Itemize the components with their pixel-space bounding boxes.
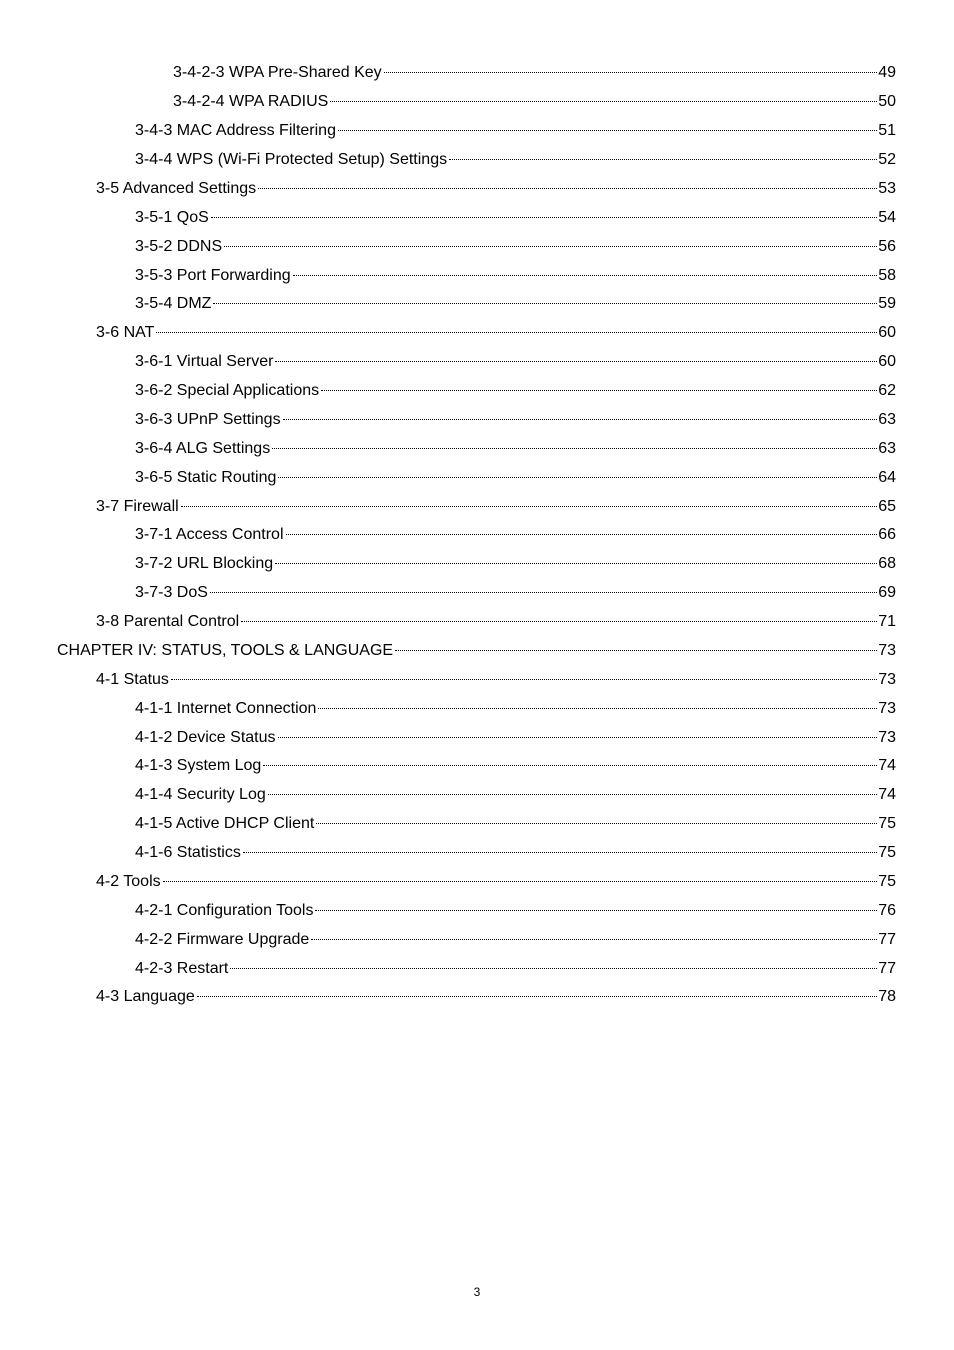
toc-entry-title: 4-2-1 Configuration Tools <box>135 901 314 919</box>
toc-entry[interactable] <box>0 752 954 781</box>
dot-leader <box>268 794 877 795</box>
toc-entry[interactable] <box>0 88 954 117</box>
toc-entry[interactable] <box>0 463 954 492</box>
dot-leader <box>338 130 877 131</box>
toc-entry-title: 3-7-2 URL Blocking <box>135 555 274 573</box>
toc-entry[interactable] <box>0 406 954 435</box>
toc-entry[interactable] <box>0 146 954 175</box>
toc-entry-title: 3-6-1 Virtual Server <box>135 353 274 371</box>
toc-entry-title: 4-2-3 Restart <box>135 959 229 977</box>
toc-entry[interactable] <box>0 954 954 983</box>
toc-entry-line <box>135 756 954 776</box>
toc-entry-title: 3-4-2-3 WPA Pre-Shared Key <box>173 64 382 82</box>
toc-entry-line <box>135 843 954 863</box>
toc-entry[interactable] <box>0 608 954 637</box>
toc-entry-title: 3-6 NAT <box>96 324 155 342</box>
toc-entry-title: 4-1-6 Statistics <box>135 844 241 862</box>
toc-entry-line <box>135 410 954 430</box>
toc-entry-page-number: 59 <box>878 295 896 313</box>
toc-entry[interactable] <box>0 434 954 463</box>
toc-entry-title: 3-8 Parental Control <box>96 613 240 631</box>
toc-entry[interactable] <box>0 579 954 608</box>
dot-leader <box>321 390 877 391</box>
toc-entry-title: 4-3 Language <box>96 988 195 1006</box>
toc-entry[interactable] <box>0 665 954 694</box>
toc-entry[interactable] <box>0 492 954 521</box>
dot-leader <box>311 939 877 940</box>
toc-entry-title: 4-1-4 Security Log <box>135 786 266 804</box>
dot-leader <box>384 72 878 73</box>
dot-leader <box>197 996 877 997</box>
toc-entry-title: 4-1-5 Active DHCP Client <box>135 815 315 833</box>
dot-leader <box>318 708 877 709</box>
toc-entry-page-number: 73 <box>878 728 896 746</box>
toc-entry-title: 3-5 Advanced Settings <box>96 179 257 197</box>
toc-entry-line <box>135 468 954 488</box>
toc-entry-page-number: 74 <box>878 786 896 804</box>
toc-entry-title: 3-5-4 DMZ <box>135 295 212 313</box>
dot-leader <box>163 881 878 882</box>
dot-leader <box>395 650 877 651</box>
toc-entry-page-number: 75 <box>878 872 896 890</box>
toc-entry-title: 3-4-3 MAC Address Filtering <box>135 122 336 140</box>
toc-entry-line <box>135 294 954 314</box>
toc-entry-line <box>135 121 954 141</box>
dot-leader <box>224 246 877 247</box>
toc-entry-line <box>135 381 954 401</box>
toc-entry-line <box>57 641 954 661</box>
toc-entry[interactable] <box>0 925 954 954</box>
toc-entry-page-number: 73 <box>878 670 896 688</box>
dot-leader <box>275 563 877 564</box>
toc-entry-page-number: 60 <box>878 324 896 342</box>
toc-entry[interactable] <box>0 694 954 723</box>
dot-leader <box>278 737 878 738</box>
dot-leader <box>286 534 878 535</box>
toc-entry-title: 4-2-2 Firmware Upgrade <box>135 930 310 948</box>
toc-entry[interactable] <box>0 868 954 897</box>
toc-entry-title: 4-2 Tools <box>96 872 161 890</box>
toc-entry[interactable] <box>0 839 954 868</box>
toc-entry-page-number: 75 <box>878 844 896 862</box>
toc-entry-title: 4-1-1 Internet Connection <box>135 699 317 717</box>
dot-leader <box>213 303 877 304</box>
toc-entry[interactable] <box>0 319 954 348</box>
toc-entry[interactable] <box>0 203 954 232</box>
toc-entry-line <box>135 583 954 603</box>
dot-leader <box>210 592 877 593</box>
toc-entry-line <box>173 63 954 83</box>
toc-entry-page-number: 51 <box>878 122 896 140</box>
toc-entry-title: 3-7-3 DoS <box>135 584 208 602</box>
toc-entry-line <box>135 266 954 286</box>
toc-entry-line <box>135 208 954 228</box>
toc-entry-title: 3-5-1 QoS <box>135 208 209 226</box>
toc-entry-title: CHAPTER IV: STATUS, TOOLS & LANGUAGE <box>57 641 394 659</box>
toc-entry[interactable] <box>0 290 954 319</box>
toc-entry-line <box>135 785 954 805</box>
toc-entry-line <box>135 554 954 574</box>
dot-leader <box>272 448 877 449</box>
dot-leader <box>181 506 878 507</box>
toc-entry[interactable] <box>0 175 954 204</box>
toc-entry[interactable] <box>0 377 954 406</box>
toc-entry-page-number: 63 <box>878 439 896 457</box>
toc-entry-page-number: 73 <box>878 699 896 717</box>
toc-entry-title: 3-6-5 Static Routing <box>135 468 277 486</box>
toc-entry-line <box>96 987 954 1007</box>
toc-entry[interactable] <box>0 781 954 810</box>
toc-entry-line <box>96 872 954 892</box>
toc-entry-title: 3-7 Firewall <box>96 497 179 515</box>
toc-entry[interactable] <box>0 637 954 666</box>
toc-entry-line <box>135 959 954 979</box>
toc-entry[interactable] <box>0 232 954 261</box>
toc-entry[interactable] <box>0 550 954 579</box>
toc-entry-page-number: 58 <box>878 266 896 284</box>
toc-entry-title: 3-5-2 DDNS <box>135 237 223 255</box>
toc-entry-line <box>96 179 954 199</box>
toc-entry-line <box>135 901 954 921</box>
toc-entry-title: 4-1-3 System Log <box>135 757 262 775</box>
page-number: 3 <box>473 1285 481 1299</box>
dot-leader <box>283 419 878 420</box>
toc-entry-title: 3-6-3 UPnP Settings <box>135 410 281 428</box>
toc-entry[interactable] <box>0 59 954 88</box>
dot-leader <box>449 159 877 160</box>
toc-entry-page-number: 49 <box>878 64 896 82</box>
toc-entry-title: 3-4-4 WPS (Wi-Fi Protected Setup) Settings <box>135 151 448 169</box>
toc-entry-line <box>96 497 954 517</box>
toc-entry-line <box>96 323 954 343</box>
toc-entry-page-number: 66 <box>878 526 896 544</box>
toc-entry[interactable] <box>0 983 954 1012</box>
table-of-contents <box>0 59 954 1012</box>
toc-entry[interactable] <box>0 261 954 290</box>
toc-entry-page-number: 78 <box>878 988 896 1006</box>
toc-entry-line <box>135 814 954 834</box>
toc-entry[interactable] <box>0 348 954 377</box>
toc-entry-line <box>135 439 954 459</box>
toc-entry-page-number: 50 <box>878 93 896 111</box>
toc-entry-page-number: 53 <box>878 179 896 197</box>
toc-entry-page-number: 77 <box>878 959 896 977</box>
toc-entry-line <box>135 352 954 372</box>
toc-entry[interactable] <box>0 521 954 550</box>
toc-entry-title: 3-7-1 Access Control <box>135 526 284 544</box>
toc-entry-page-number: 75 <box>878 815 896 833</box>
toc-entry-page-number: 71 <box>878 613 896 631</box>
dot-leader <box>241 621 877 622</box>
dot-leader <box>275 361 877 362</box>
toc-entry-page-number: 52 <box>878 151 896 169</box>
toc-entry-title: 4-1 Status <box>96 670 169 688</box>
toc-entry-line <box>135 930 954 950</box>
dot-leader <box>293 275 878 276</box>
dot-leader <box>330 101 877 102</box>
toc-entry-line <box>173 92 954 112</box>
toc-entry-page-number: 63 <box>878 410 896 428</box>
toc-entry-line <box>135 525 954 545</box>
toc-entry-page-number: 65 <box>878 497 896 515</box>
dot-leader <box>156 332 877 333</box>
toc-entry-line <box>135 150 954 170</box>
toc-entry-line <box>96 670 954 690</box>
toc-entry-page-number: 62 <box>878 382 896 400</box>
toc-entry-page-number: 73 <box>878 641 896 659</box>
toc-entry-line <box>135 237 954 257</box>
toc-entry-page-number: 60 <box>878 353 896 371</box>
toc-entry-page-number: 77 <box>878 930 896 948</box>
dot-leader <box>211 217 877 218</box>
toc-entry-page-number: 64 <box>878 468 896 486</box>
toc-entry-page-number: 76 <box>878 901 896 919</box>
toc-entry-page-number: 68 <box>878 555 896 573</box>
dot-leader <box>258 188 877 189</box>
toc-entry-page-number: 69 <box>878 584 896 602</box>
toc-entry[interactable] <box>0 723 954 752</box>
dot-leader <box>263 765 877 766</box>
toc-entry-title: 3-6-2 Special Applications <box>135 382 320 400</box>
dot-leader <box>243 852 877 853</box>
toc-entry-line <box>96 612 954 632</box>
toc-entry-line <box>135 728 954 748</box>
toc-entry-page-number: 74 <box>878 757 896 775</box>
dot-leader <box>230 968 877 969</box>
dot-leader <box>316 823 877 824</box>
toc-entry-page-number: 56 <box>878 237 896 255</box>
toc-entry[interactable] <box>0 810 954 839</box>
toc-entry-title: 3-5-3 Port Forwarding <box>135 266 291 284</box>
toc-entry[interactable] <box>0 896 954 925</box>
toc-entry-title: 3-6-4 ALG Settings <box>135 439 271 457</box>
dot-leader <box>171 679 877 680</box>
toc-entry-line <box>135 699 954 719</box>
toc-entry-title: 3-4-2-4 WPA RADIUS <box>173 93 329 111</box>
toc-entry-page-number: 54 <box>878 208 896 226</box>
dot-leader <box>278 477 877 478</box>
toc-entry-title: 4-1-2 Device Status <box>135 728 276 746</box>
toc-entry[interactable] <box>0 117 954 146</box>
dot-leader <box>315 910 877 911</box>
